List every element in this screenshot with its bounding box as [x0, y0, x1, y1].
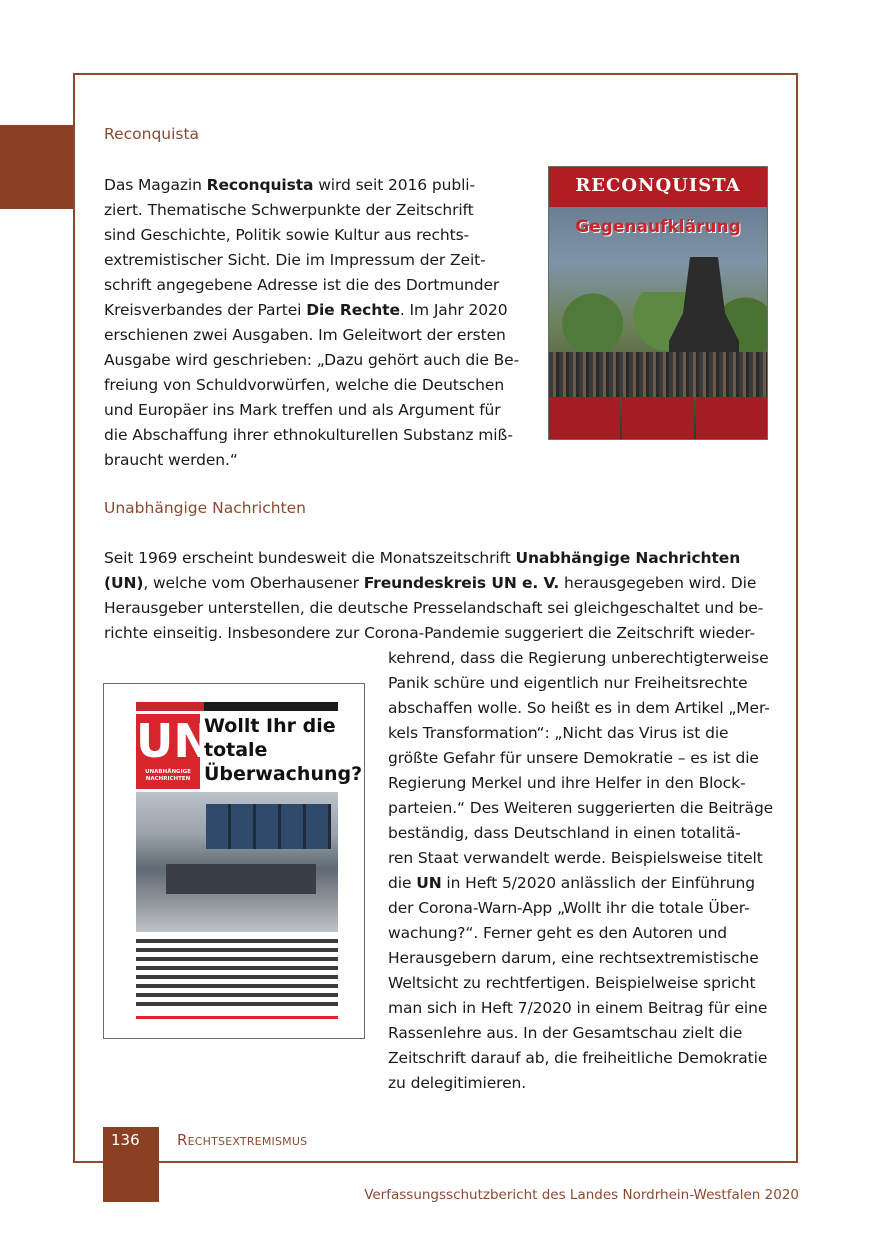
- text-line: (UN), welche vom Oberhausener Freundeskreis UN e. V. herausgegeben wird. Die: [104, 574, 757, 592]
- text-line: freiung von Schuldvorwürfen, welche die Deutschen: [104, 376, 505, 394]
- cover-un-logo-sub: UNABHÄNGIGE NACHRICHTEN: [136, 769, 200, 789]
- text-line: die UN in Heft 5/2020 anlässlich der Einführung: [388, 874, 756, 892]
- text-line: extremistischer Sicht. Die im Impressum der Zeit-: [104, 251, 486, 269]
- text-line: sind Geschichte, Politik sowie Kultur aus rechts-: [104, 226, 470, 244]
- text-line: schrift angegebene Adresse ist die des Dortmunder: [104, 276, 500, 294]
- reconquista-paragraph: [104, 173, 519, 473]
- text-line: parteien.“ Des Weiteren suggerierten die Beiträge: [388, 799, 774, 817]
- cover-photo-desk: [166, 864, 316, 894]
- text-line: kels Transformation“: „Nicht das Virus ist die: [388, 724, 729, 742]
- text-line: Ausgabe wird geschrieben: „Dazu gehört auch die Be-: [104, 351, 520, 369]
- text-line: Rassenlehre aus. In der Gesamtschau zielt die: [388, 1024, 743, 1042]
- cover-un-logo: UN: [136, 714, 212, 768]
- text-line: Regierung Merkel und ihre Helfer in den Block-: [388, 774, 746, 792]
- text-line: größte Gefahr für unsere Demokratie – es ist die: [388, 749, 759, 767]
- cover-topbar-dark: [204, 702, 338, 711]
- text-line: wachung?“. Ferner geht es den Autoren und: [388, 924, 728, 942]
- text-line: braucht werden.“: [104, 451, 238, 469]
- text-line: man sich in Heft 7/2020 in einem Beitrag für eine: [388, 999, 768, 1017]
- text-line: Zeitschrift darauf ab, die freiheitliche Demokratie: [388, 1049, 768, 1067]
- heading-un: Unabhängige Nachrichten: [104, 499, 306, 517]
- text-line: Kreisverbandes der Partei Die Rechte. Im Jahr 2020: [104, 301, 508, 319]
- text-line: abschaffen wolle. So heißt es in dem Artikel „Mer-: [388, 699, 770, 717]
- un-cover-image: [103, 683, 365, 1039]
- cover-teaser: [696, 397, 767, 439]
- text-line: Herausgebern darum, eine rechtsextremistische: [388, 949, 759, 967]
- text-line: Weltsicht zu rechtfertigen. Beispielweise spricht: [388, 974, 756, 992]
- cover-headline: Gegenaufklärung: [575, 217, 741, 237]
- cover-photo-control-room: [136, 792, 338, 932]
- cover-teaser: [549, 397, 620, 439]
- text-line: richte einseitig. Insbesondere zur Corona-Pandemie suggeriert die Zeitschrift wieder-: [104, 624, 756, 642]
- cover-headline: Wollt Ihr die totale Überwachung?: [204, 715, 363, 785]
- section-label: Rechtsextremismus: [177, 1131, 308, 1149]
- text-line: die Abschaffung ihrer ethnokulturellen Substanz miß-: [104, 426, 513, 444]
- text-line: zu delegitimieren.: [388, 1074, 527, 1092]
- cover-teaser: [622, 397, 693, 439]
- text-line: und Europäer ins Mark treffen und als Argument für: [104, 401, 501, 419]
- cover-photo-screens: [206, 804, 331, 849]
- text-line: Seit 1969 erscheint bundesweit die Monatszeitschrift Unabhängige Nachrichten: [104, 549, 741, 567]
- text-line: Das Magazin Reconquista wird seit 2016 publi-: [104, 176, 475, 194]
- cover-bottombar: [136, 1016, 338, 1019]
- un-paragraph-full: [104, 546, 763, 646]
- text-line: kehrend, dass die Regierung unberechtigterweise: [388, 649, 769, 667]
- side-tab: [0, 125, 73, 209]
- text-line: beständig, dass Deutschland in einen totalitä-: [388, 824, 741, 842]
- cover-masthead: RECONQUISTA: [575, 175, 741, 196]
- publication-title: Verfassungsschutzbericht des Landes Nordrhein-Westfalen 2020: [364, 1187, 799, 1203]
- heading-reconquista: Reconquista: [104, 125, 200, 143]
- text-line: Herausgeber unterstellen, die deutsche Presselandschaft sei gleichgeschaltet und be-: [104, 599, 764, 617]
- text-line: erschienen zwei Ausgaben. Im Geleitwort der ersten: [104, 326, 506, 344]
- text-line: der Corona-Warn-App „Wollt ihr die totale Über-: [388, 899, 750, 917]
- cover-teaser-boxes: [549, 397, 767, 439]
- reconquista-cover-image: [548, 166, 768, 440]
- cover-crowd: [549, 352, 767, 397]
- cover-body-text: [136, 939, 338, 1009]
- text-line: ren Staat verwandelt werde. Beispielsweise titelt: [388, 849, 763, 867]
- page-number: 136: [111, 1131, 140, 1149]
- text-line: ziert. Thematische Schwerpunkte der Zeitschrift: [104, 201, 474, 219]
- un-paragraph-right: [388, 646, 773, 1096]
- text-line: Panik schüre und eigentlich nur Freiheitsrechte: [388, 674, 748, 692]
